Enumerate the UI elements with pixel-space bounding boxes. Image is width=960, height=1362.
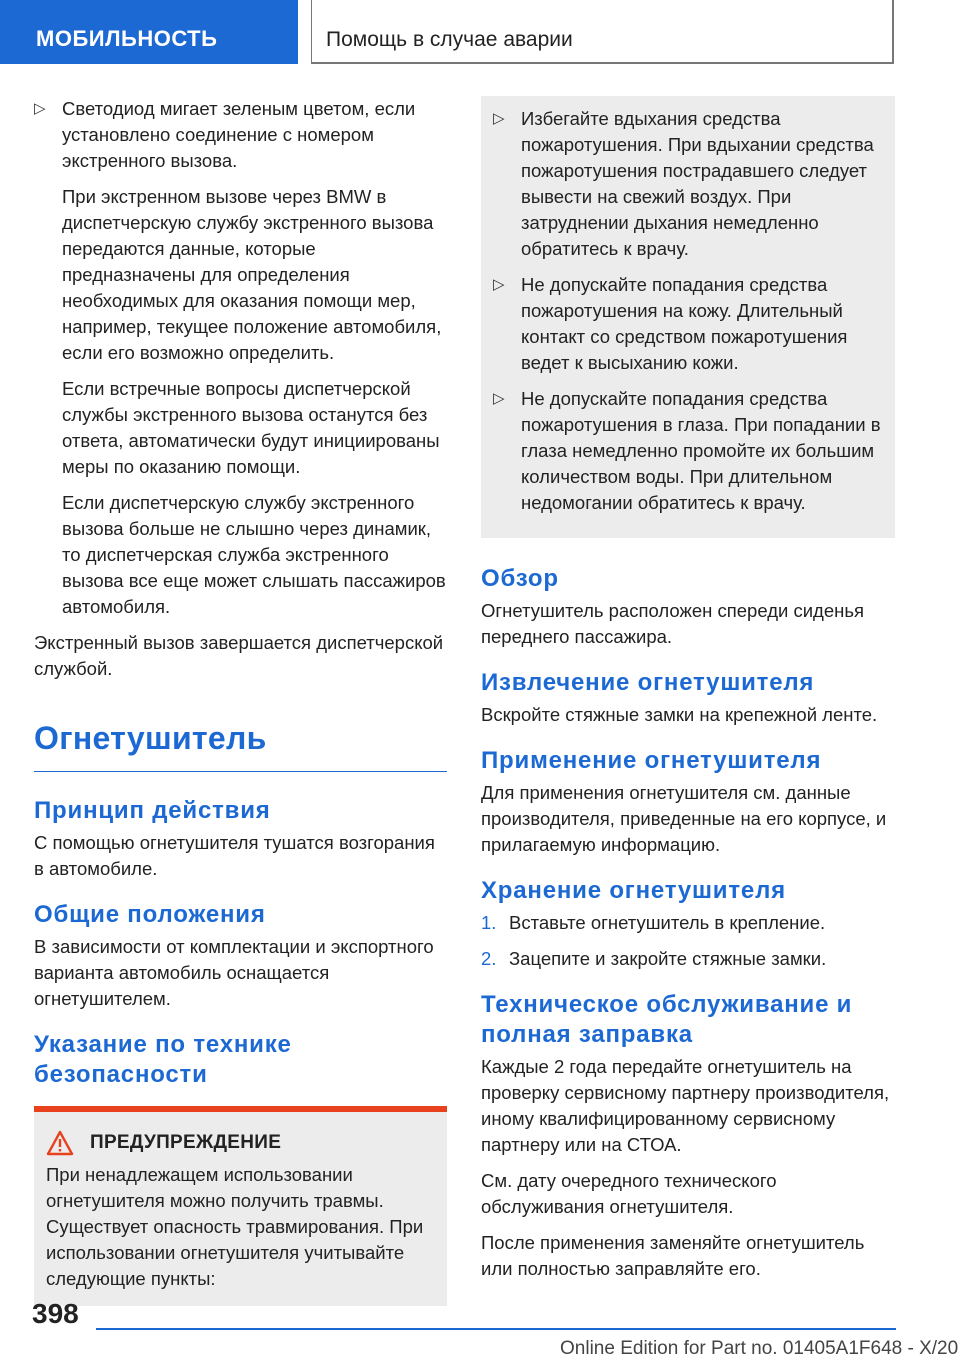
section-heading: Техническое обслуживание и полная заправка: [481, 991, 853, 1048]
step-text: Зацепите и закройте стяжные замки.: [509, 948, 827, 969]
list-item: [34, 96, 447, 620]
section-heading: Принцип действия: [34, 797, 271, 824]
triangle-bullet-icon: ▷: [493, 390, 505, 407]
section-heading: Извлечение огнетушителя: [481, 669, 815, 696]
list-item: [493, 106, 885, 262]
page-header: [0, 0, 960, 66]
list-item: [493, 272, 885, 376]
list-item-text: Не допускайте попадания средства пожаротушения в глаза. При попадании в глаза немедленно промойте их большим количеством воды. При длительном недомогании обратитесь к врачу.: [521, 388, 881, 513]
warning-text: При ненадлежащем использовании огнетушителя можно получить травмы. Существует опасность травмирования. При использовании огнетушителя учитывайте следующие пункты:: [46, 1164, 424, 1289]
section-heading: Указание по технике безопасности: [34, 1031, 292, 1088]
paragraph: Светодиод мигает зеленым цветом, если установлено соединение с номером экстренного вызова.: [62, 98, 416, 171]
footer-divider: [96, 1328, 896, 1330]
page-number: 398: [32, 1298, 79, 1329]
paragraph: В зависимости от комплектации и экспортного варианта автомобиль оснащается огнетушителем.: [34, 936, 434, 1009]
list-item-text: Не допускайте попадания средства пожаротушения на кожу. Длительный контакт со средством пожаротушения ведет к высыханию кожи.: [521, 274, 848, 373]
left-column: [34, 96, 447, 1306]
paragraph: Если диспетчерскую службу экстренного вызова больше не слышно через динамик, то диспетчерская служба экстренного вызова все еще может слышать пассажиров автомобиля.: [62, 492, 446, 617]
warning-box: [34, 1106, 447, 1306]
paragraph: Вскройте стяжные замки на крепежной ленте.: [481, 704, 878, 725]
paragraph: С помощью огнетушителя тушатся возгорания в автомобиле.: [34, 832, 435, 879]
paragraph: После применения заменяйте огнетушитель или полностью заправляйте его.: [481, 1232, 865, 1279]
warning-box-continued: [481, 96, 895, 538]
paragraph: Для применения огнетушителя см. данные производителя, приведенные на его корпусе, и прилагаемую информацию.: [481, 782, 887, 855]
warning-header: [46, 1130, 437, 1156]
section-tab: МОБИЛЬНОСТЬ: [0, 0, 298, 64]
section-heading: Хранение огнетушителя: [481, 877, 786, 904]
page-heading: Огнетушитель: [34, 720, 447, 772]
paragraph: См. дату очередного технического обслуживания огнетушителя.: [481, 1170, 777, 1217]
chapter-title: Помощь в случае аварии: [311, 0, 894, 64]
section-heading: Применение огнетушителя: [481, 747, 822, 774]
warning-title: ПРЕДУПРЕЖДЕНИЕ: [90, 1132, 282, 1153]
paragraph: Если встречные вопросы диспетчерской службы экстренного вызова останутся без ответа, автоматически будут инициированы меры по оказанию помощи.: [62, 378, 440, 477]
edition-label: Online Edition for Part no. 01405A1F648 - X/20: [560, 1338, 959, 1359]
section-heading: Обзор: [481, 565, 559, 592]
step-number: 2.: [481, 948, 497, 969]
right-column: [481, 96, 895, 1292]
list-item-text: Избегайте вдыхания средства пожаротушения. При вдыхании средства пожаротушения пострадавшего следует вывести на свежий воздух. При затруднении дыхания немедленно обратитесь к врачу.: [521, 108, 874, 259]
paragraph: При экстренном вызове через BMW в диспетчерскую службу экстренного вызова передаются данные, которые предназначены для определения необходимых для оказания помощи мер, например, текущее положение автомобиля, если его возможно определить.: [62, 186, 442, 363]
step-item: [481, 946, 895, 972]
section-heading: Общие положения: [34, 901, 266, 928]
step-text: Вставьте огнетушитель в крепление.: [509, 912, 826, 933]
step-item: [481, 910, 895, 936]
triangle-bullet-icon: ▷: [34, 100, 46, 117]
triangle-bullet-icon: ▷: [493, 276, 505, 293]
paragraph: Огнетушитель расположен спереди сиденья переднего пассажира.: [481, 600, 865, 647]
warning-triangle-icon: [46, 1130, 74, 1156]
paragraph: Каждые 2 года передайте огнетушитель на проверку сервисному партнеру производителя, иному квалифицированному сервисному партнеру или на СТОА.: [481, 1056, 890, 1155]
list-item: [493, 386, 885, 516]
triangle-bullet-icon: ▷: [493, 110, 505, 127]
step-number: 1.: [481, 912, 497, 933]
paragraph: Экстренный вызов завершается диспетчерской службой.: [34, 632, 444, 679]
